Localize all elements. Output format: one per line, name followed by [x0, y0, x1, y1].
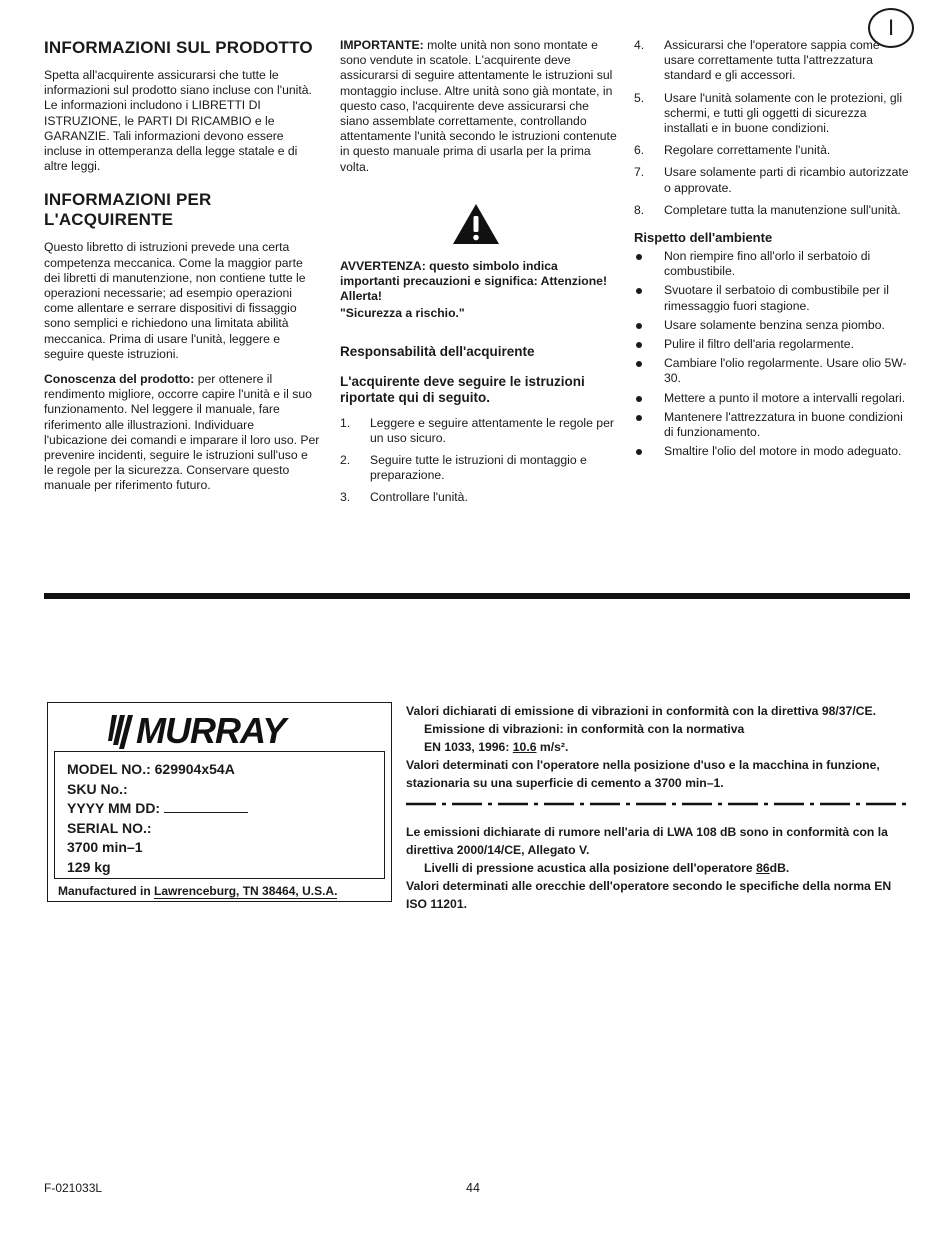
warning-triangle-icon	[452, 203, 500, 245]
heading-buyer-info: INFORMAZIONI PER L'ACQUIRENTE	[44, 190, 212, 230]
emissions-section	[406, 702, 911, 913]
list-item: 8. Completare tutta la manutenzione sull'unità.	[634, 202, 901, 217]
page-number: 44	[466, 1181, 480, 1195]
section-divider	[44, 593, 910, 599]
column-3	[634, 38, 910, 463]
heading-environment: Rispetto dell'ambiente	[634, 230, 773, 246]
bullet-icon	[636, 323, 642, 329]
list-item: 6. Regolare correttamente l'unità.	[634, 143, 831, 158]
bullet-icon	[636, 288, 642, 294]
list-item: Non riempire fino all'orlo il serbatoio di combustibile.	[634, 249, 910, 279]
paragraph-buyer-info: Questo libretto di istruzioni prevede una certa competenza meccanica. Come la maggior parte dei libretti di manutenzione, non contiene tutte le operazioni necessarie; ad esempio operazioni come allentare e serrare dispositivi di fissaggio sono semplici e richiedono una limitata abilità meccanica. Prima di usare l'unità, leggere e seguire queste istruzioni.	[44, 240, 306, 361]
environment-list	[634, 249, 910, 459]
list-item: 7. Usare solamente parti di ricambio autorizzate o approvate.	[634, 165, 909, 195]
vibration-value: 10.6	[512, 740, 537, 754]
list-item: Usare solamente benzina senza piombo.	[634, 318, 910, 333]
label-sku: SKU No.:	[67, 780, 128, 797]
product-knowledge-text: per ottenere il rendimento migliore, occorre capire l'unità e il suo funzionamento. Nel leggere il manuale, fare riferimento alle illustrazioni. Individuare l'ubicazione dei comandi e imparare il loro uso. Per prevenire incidenti, seguire le istruzioni sull'uso e le regole per la sicurezza. Conservare questo manuale per riferimento futuro.	[44, 372, 320, 493]
list-item: Pulire il filtro dell'aria regolarmente.	[634, 337, 910, 352]
label-serial: SERIAL NO.:	[67, 819, 152, 836]
bullet-icon	[636, 396, 642, 402]
heading-buyer-responsibility: Responsabilità dell'acquirente	[340, 343, 535, 359]
noise-pressure-row: Livelli di pressione acustica alla posizione dell'operatore 86dB.	[424, 861, 790, 875]
list-item: 3. Controllare l'unità.	[340, 490, 468, 505]
murray-logo	[108, 711, 318, 749]
noise-declaration: Le emissioni dichiarate di rumore nell'aria di LWA 108 dB sono in conformità con la direttiva 2000/14/CE, Allegato V.	[406, 825, 888, 857]
vibration-conditions: Valori determinati con l'operatore nella posizione d'uso e la macchina in funzione, stazionaria su una superficie di cemento a 3700 min–1.	[406, 758, 880, 790]
vibration-value-row: EN 1033, 1996: 10.6 m/s².	[424, 740, 569, 754]
label-model: MODEL NO.: 629904x54A	[67, 761, 235, 777]
label-rpm: 3700 min–1	[67, 839, 143, 855]
list-item: Mantenere l'attrezzatura in buone condizioni di funzionamento.	[634, 410, 910, 440]
list-item: Svuotare il serbatoio di combustibile per il rimessaggio fuori stagione.	[634, 283, 910, 313]
list-item: Mettere a punto il motore a intervalli regolari.	[634, 391, 910, 406]
noise-conditions: Valori determinati alle orecchie dell'operatore secondo le specifiche della norma EN ISO 11201.	[406, 879, 892, 911]
list-item: Smaltire l'olio del motore in modo adeguato.	[634, 444, 910, 459]
document-code: F-021033L	[44, 1181, 103, 1195]
list-item: 4. Assicurarsi che l'operatore sappia come usare correttamente tutta l'attrezzatura standard e gli accessori.	[634, 38, 880, 83]
instructions-list-b	[634, 38, 910, 218]
date-blank-line	[164, 800, 248, 813]
paragraph-product-info: Spetta all'acquirente assicurarsi che tutte le informazioni sul prodotto siano incluse con l'unità. Le informazioni includono i LIBRETTI DI ISTRUZIONE, le PARTI DI RICAMBIO e le GARANZIE. Tali informazioni devono essere incluse in ottemperanza della legge statale e di altre leggi.	[44, 68, 312, 174]
product-knowledge-lead: Conoscenza del prodotto:	[44, 372, 195, 387]
list-item: 1. Leggere e seguire attentamente le regole per un uso sicuro.	[340, 415, 614, 445]
paragraph-important	[340, 38, 618, 175]
bullet-icon	[636, 449, 642, 455]
column-2	[340, 38, 618, 513]
vibration-declaration: Valori dichiarati di emissione di vibrazioni in conformità con la direttiva 98/37/CE.	[406, 704, 877, 718]
list-item: 2. Seguire tutte le istruzioni di montaggio e preparazione.	[340, 453, 587, 483]
heading-product-info: INFORMAZIONI SUL PRODOTTO	[44, 38, 313, 57]
list-item: 5. Usare l'unità solamente con le protezioni, gli schermi, e tutti gli oggetti di sicurezza installati e in buone condizioni.	[634, 90, 903, 136]
paragraph-product-knowledge	[44, 372, 320, 494]
column-1	[44, 38, 320, 504]
product-label	[47, 702, 392, 902]
language-badge: I	[868, 8, 914, 48]
label-weight: 129 kg	[67, 858, 111, 875]
warning-quote: "Sicurezza a rischio."	[340, 306, 465, 321]
bullet-icon	[636, 342, 642, 348]
vibration-standard: Emissione di vibrazioni: in conformità con la normativa	[424, 722, 745, 736]
label-date: YYYY MM DD:	[67, 800, 161, 816]
warning-text: AVVERTENZA: questo simbolo indica importanti precauzioni e significa: Attenzione! Allerta!	[340, 258, 608, 304]
important-lead: IMPORTANTE:	[340, 38, 424, 52]
label-manufacturer: Manufactured in Lawrenceburg, TN 38464, U.S.A.	[58, 884, 338, 898]
heading-follow-instructions: L'acquirente deve seguire le istruzioni riportate qui di seguito.	[340, 373, 585, 405]
label-date-row	[67, 799, 384, 819]
instructions-list-a	[340, 416, 618, 506]
label-details	[54, 751, 385, 879]
bullet-icon	[636, 254, 642, 260]
noise-pressure-value: 86	[756, 861, 770, 875]
list-item: Cambiare l'olio regolarmente. Usare olio 5W-30.	[634, 356, 910, 386]
dashed-divider	[406, 802, 906, 806]
brand-wordmark: MURRAY	[136, 711, 286, 749]
bullet-icon	[636, 415, 642, 421]
bullet-icon	[636, 361, 642, 367]
important-text: molte unità non sono montate e sono vendute in scatole. L'acquirente deve assicurarsi di seguire attentamente le istruzioni sul montaggio incluse. Altre unità sono già montate, in questo caso, l'acquirente deve assicurarsi che siano assemblate correttamente, controllando attentamente l'unità secondo le istruzioni contenute in questo manuale prima di usarla per la prima volta.	[340, 38, 617, 174]
